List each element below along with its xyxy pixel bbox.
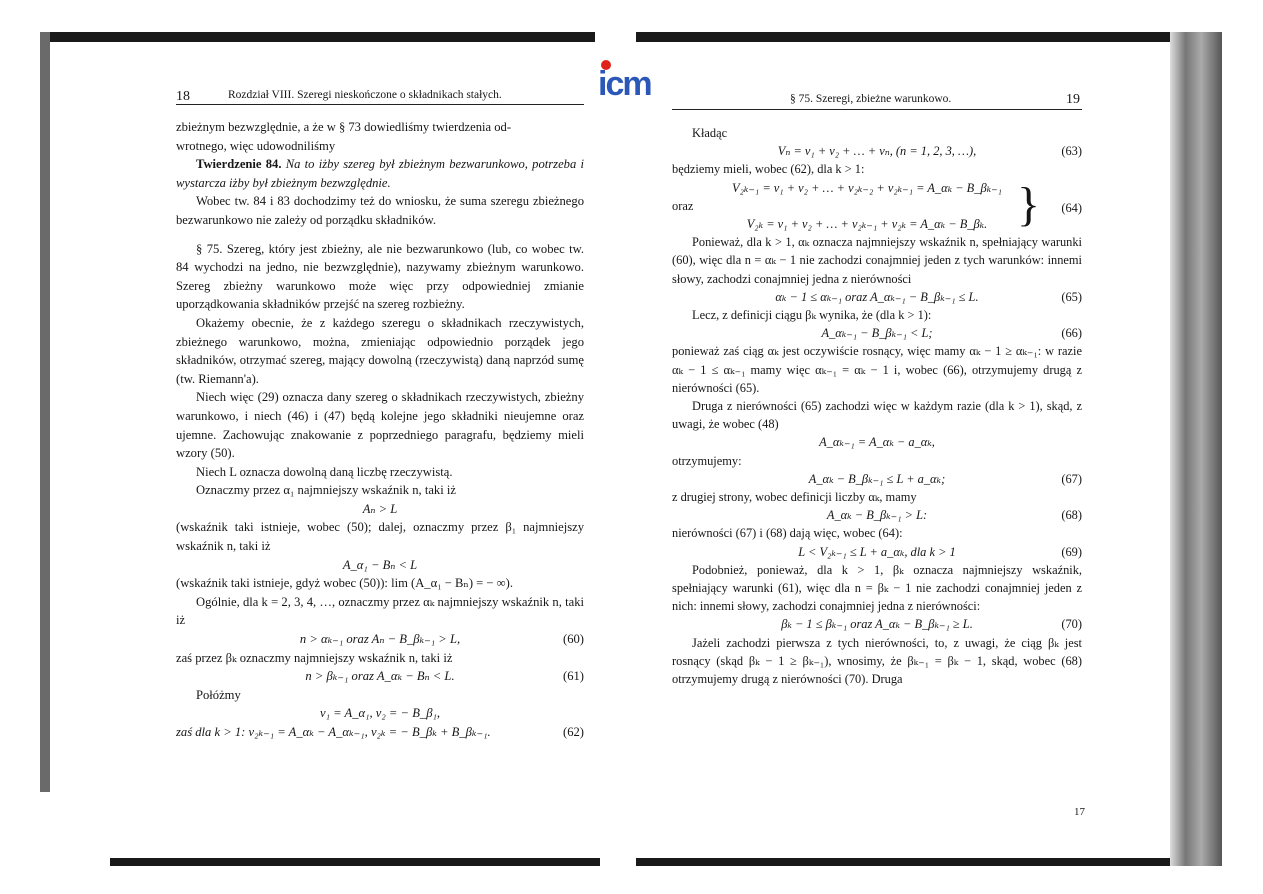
text-line: Kładąc [692,126,728,140]
paragraph: ponieważ zaś ciąg αₖ jest oczywiście rosnący, więc mamy αₖ − 1 ≥ αₖ₋₁: w razie αₖ − 1 ≤ αₖ₋₁ mamy więc αₖ₋₁ = αₖ − 1 i, wobec (66), otrzymujemy drugą z nierówności (65). [672,344,1082,395]
paragraph: (wskaźnik taki istnieje, gdyż wobec (50)): lim (A_α₁ − Bₙ) = − ∞). [176,576,514,591]
paragraph: Wobec tw. 84 i 83 dochodzimy też do wniosku, że suma szeregu zbieżnego bezwarunkowo nie zależy od porządku składników. [176,194,584,227]
equation-60: n > αₖ₋₁ oraz Aₙ − B_βₖ₋₁ > L, (60) [176,630,584,649]
page-number: 19 [1066,92,1080,107]
paragraph: Niech więc (29) oznacza dany szereg o składnikach rzeczywistych, zbieżny warunkowo, i niech (46) i (47) będą kolejne jego składniki nieujemne oraz ujemne. Zachowując znakowanie z poprzedniego paragrafu, będziemy mieli wzory (50). [176,390,584,461]
paragraph: Ponieważ, dla k > 1, αₖ oznacza najmniejszy wskaźnik n, spełniający warunki (60), więc dla n = αₖ − 1 nie zachodzi conajmniej jeden z tych warunków: innemi słowy, zachodzi conajmniej jedna z nierówności [672,235,1082,286]
scan-binding-right [1170,32,1222,866]
paragraph: Lecz, z definicji ciągu βₖ wynika, że (dla k > 1): [692,308,932,323]
equation-number: (67) [1061,471,1082,486]
equation-number: (63) [1061,144,1082,159]
paragraph: (wskaźnik taki istnieje, wobec (50); dalej, oznaczmy przez β₁ najmniejszy wskaźnik n, taki iż [176,520,584,554]
brace: } [1016,177,1040,231]
scan-border-top-left [40,32,595,42]
theorem-body: Na to iżby szereg był zbieżnym bezwarunkowo, potrzeba i wystarcza iżby był zbieżnym bezwzględnie. [176,157,584,190]
footer-number: 17 [1074,806,1085,818]
section-paragraph: § 75. Szereg, który jest zbieżny, ale nie bezwarunkowo (lub, co wobec tw. 84 wychodzi na jedno, nie bezwzględnie), nazywamy zbieżnym warunkowo. Szereg zbieżny warunkowo może więc przy odpowiedniej zmianie uporządkowania składników przejść na szereg rozbieżny. [176,241,584,312]
text-line: otrzymujemy: [672,453,742,468]
equation: Aₙ > L [362,501,398,516]
paragraph: Ogólnie, dla k = 2, 3, 4, …, oznaczmy przez αₖ najmniejszy wskaźnik n, taki iż [176,594,584,628]
paragraph: zaś przez βₖ oznaczmy najmniejszy wskaźnik n, taki iż [176,650,453,665]
scan-border-bottom-right [636,858,1221,866]
equation-number: (68) [1061,508,1082,523]
paragraph: Niech L oznacza dowolną daną liczbę rzeczywistą. [196,464,453,479]
paragraph: Oznaczmy przez α₁ najmniejszy wskaźnik n, taki iż [196,483,456,498]
equation-number: (69) [1061,544,1082,559]
equation-number: (66) [1061,326,1082,341]
equation-number: (65) [1061,289,1082,304]
right-text-column [672,124,1082,688]
equation-69: L < V₂ₖ₋₁ ≤ L + a_αₖ, dla k > 1 (69) [672,543,1082,561]
equation-64 [672,179,1082,234]
equation-68: A_αₖ − B_βₖ₋₁ > L: (68) [672,506,1082,524]
equation-70: βₖ − 1 ≤ βₖ₋₁ oraz A_αₖ − B_βₖ₋₁ ≥ L. (70) [672,615,1082,633]
equation-number: (60) [563,632,584,647]
equation-66: A_αₖ₋₁ − B_βₖ₋₁ < L; (66) [672,324,1082,342]
equation-61: n > βₖ₋₁ oraz A_αₖ − Bₙ < L. (61) [176,667,584,686]
running-head: Rozdział VIII. Szeregi nieskończone o składnikach stałych. [228,89,502,101]
header-rule [176,104,584,105]
equation-number: (70) [1061,617,1082,632]
equation-65: αₖ − 1 ≤ αₖ₋₁ oraz A_αₖ₋₁ − B_βₖ₋₁ ≤ L. (65) [672,288,1082,306]
running-head: § 75. Szeregi, zbieżne warunkowo. [790,93,952,105]
equation: A_αₖ₋₁ = A_αₖ − a_αₖ, [819,435,935,450]
theorem-label: Twierdzenie 84. [196,157,282,172]
scan-border-top-right [636,32,1221,42]
equation-63: Vₙ = v₁ + v₂ + … + vₙ, (n = 1, 2, 3, …), (63) [672,142,1082,160]
paragraph: Podobnież, ponieważ, dla k > 1, βₖ oznacza najmniejszy wskaźnik, spełniający warunki (61), więc dla n = βₖ − 1 nie zachodzi conajmniej jeden z nich: innemi słowy, zachodzi conajmniej jedna z nierówności: [672,562,1082,614]
paragraph: Jażeli zachodzi pierwsza z tych nierówności, to, z uwagi, że ciąg βₖ jest rosnący (skąd βₖ − 1 ≥ βₖ₋₁), wnosimy, że βₖ₋₁ = βₖ − 1, skąd, wobec (68) otrzymujemy drugą z nierówności (70). Druga [672,635,1082,687]
equation: V₂ₖ₋₁ = v₁ + v₂ + … + v₂ₖ₋₂ + v₂ₖ₋₁ = A_αₖ − B_βₖ₋₁ [732,180,1002,195]
equation-number: (62) [563,725,584,739]
text-line: zbieżnym bezwzględnie, a że w § 73 dowiedliśmy twierdzenia od- [176,120,512,134]
text-line: oraz [672,198,694,213]
left-text-column [176,118,584,742]
scan-border-bottom-left [110,858,600,866]
equation: v₁ = A_α₁, v₂ = − B_β₁, [319,706,440,721]
svg-text:icm: icm [598,65,651,100]
text-line: będziemy mieli, wobec (62), dla k > 1: [672,162,865,177]
equation: V₂ₖ = v₁ + v₂ + … + v₂ₖ₋₁ + v₂ₖ = A_αₖ − B_βₖ. [746,217,988,232]
equation-number: (61) [563,669,584,684]
equation-62: zaś dla k > 1: v₂ₖ₋₁ = A_αₖ − A_αₖ₋₁, v₂ₖ = − B_βₖ + B_βₖ₋₁. (62) [176,723,584,742]
theorem [176,155,584,192]
text-line: wrotnego, więc udowodniliśmy [176,138,336,153]
paragraph: Połóżmy [196,687,241,702]
text-line: nierówności (67) i (68) dają więc, wobec (64): [672,526,903,541]
header-rule [672,109,1082,110]
text-line: z drugiej strony, wobec definicji liczby αₖ, mamy [672,490,917,505]
equation: A_α₁ − Bₙ < L [342,557,418,572]
icm-logo [596,58,668,100]
paragraph: Okażemy obecnie, że z każdego szeregu o składnikach rzeczywistych, zbieżnego warunkowo, można, zmieniając odpowiednio porządek jego składników, otrzymać szereg, mający dowolną (rzeczywistą) daną naprzód sumę (tw. Riemann'a). [176,315,584,386]
equation-number: (64) [1061,200,1082,215]
scan-binding-left [40,32,50,792]
paragraph: Druga z nierówności (65) zachodzi więc w każdym razie (dla k > 1), skąd, z uwagi, że wobec (48) [672,399,1082,432]
equation-67: A_αₖ − B_βₖ₋₁ ≤ L + a_αₖ; (67) [672,470,1082,488]
page-number: 18 [176,89,190,104]
